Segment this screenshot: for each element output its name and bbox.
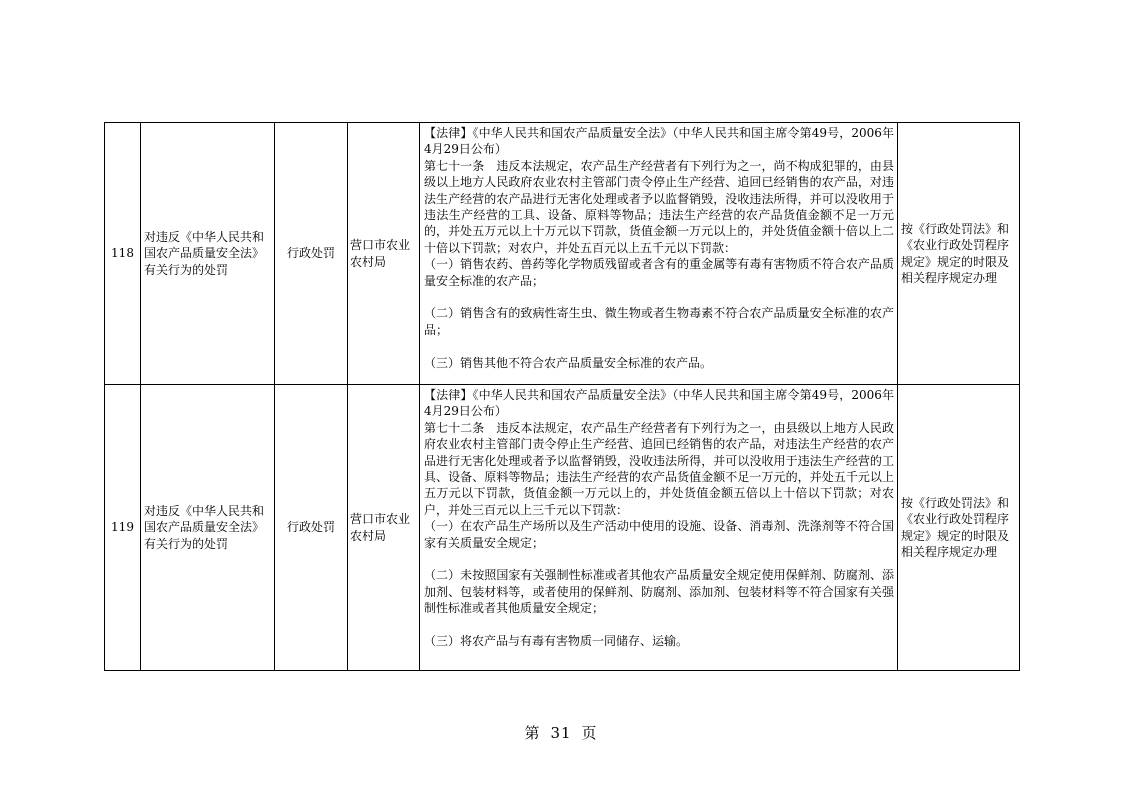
- page-number: [0, 722, 1122, 743]
- basis-header: 【法律】《中华人民共和国农产品质量安全法》（中华人民共和国主席令第49号，2006年4月29日公布）: [424, 126, 894, 157]
- item-category: 行政处罚: [275, 385, 348, 671]
- basis-item: （三）销售其他不符合农产品质量安全标准的农产品。: [424, 355, 713, 370]
- table-row: [105, 385, 1020, 671]
- regulation-table: [104, 122, 1020, 671]
- row-number: 118: [105, 123, 141, 385]
- page-value: 31: [550, 724, 572, 742]
- basis-item: （一）在农产品生产场所以及生产活动中使用的设施、设备、消毒剂、洗涤剂等不符合国家有关质量安全规定；: [424, 519, 894, 550]
- item-category: 行政处罚: [275, 123, 348, 385]
- procedure-note: 按《行政处罚法》和《农业行政处罚程序规定》规定的时限及相关程序规定办理: [898, 123, 1020, 385]
- basis-item: （三）将农产品与有毒有害物质一同储存、运输。: [424, 634, 689, 649]
- page-suffix: 页: [581, 724, 598, 742]
- basis-header: 【法律】《中华人民共和国农产品质量安全法》（中华人民共和国主席令第49号，2006年4月29日公布）: [424, 388, 894, 419]
- page-prefix: 第: [524, 724, 541, 742]
- legal-basis: [420, 123, 898, 385]
- table-row: [105, 123, 1020, 385]
- responsible-department: 营口市农业农村局: [348, 385, 420, 671]
- basis-item: （二）未按照国家有关强制性标准或者其他农产品质量安全规定使用保鲜剂、防腐剂、添加剂、包装材料等，或者使用的保鲜剂、防腐剂、添加剂、包装材料等不符合国家有关强制性标准或者其他质量安全规定；: [424, 568, 894, 616]
- legal-basis: [420, 385, 898, 671]
- basis-article: 第七十一条 违反本法规定，农产品生产经营者有下列行为之一，尚不构成犯罪的，由县级以上地方人民政府农业农村主管部门责令停止生产经营、追回已经销售的农产品，对违法生产经营的农产品进行无害化处理或者予以监督销毁，没收违法所得，并可以没收用于违法生产经营的工具、设备、原料等物品；违法生产经营的农产品货值金额不足一万元的，并处五万元以上十万元以下罚款，货值金额一万元以上的，并处货值金额十倍以上二十倍以下罚款；对农户，并处五百元以上五千元以下罚款：: [424, 158, 894, 255]
- procedure-note: 按《行政处罚法》和《农业行政处罚程序规定》规定的时限及相关程序规定办理: [898, 385, 1020, 671]
- row-number: 119: [105, 385, 141, 671]
- basis-item: （一）销售农药、兽药等化学物质残留或者含有的重金属等有毒有害物质不符合农产品质量安全标准的农产品；: [424, 257, 894, 288]
- responsible-department: 营口市农业农村局: [348, 123, 420, 385]
- item-name: 对违反《中华人民共和国农产品质量安全法》有关行为的处罚: [141, 385, 275, 671]
- item-name: 对违反《中华人民共和国农产品质量安全法》有关行为的处罚: [141, 123, 275, 385]
- basis-item: （二）销售含有的致病性寄生虫、微生物或者生物毒素不符合农产品质量安全标准的农产品；: [424, 306, 894, 337]
- basis-article: 第七十二条 违反本法规定，农产品生产经营者有下列行为之一，由县级以上地方人民政府农业农村主管部门责令停止生产经营、追回已经销售的农产品，对违法生产经营的农产品进行无害化处理或者予以监督销毁，没收违法所得，并可以没收用于违法生产经营的工具、设备、原料等物品；违法生产经营的农产品货值金额不足一万元的，并处五千元以上五万元以下罚款，货值金额一万元以上的，并处货值金额五倍以上十倍以下罚款；对农户，并处三百元以上三千元以下罚款：: [424, 420, 894, 517]
